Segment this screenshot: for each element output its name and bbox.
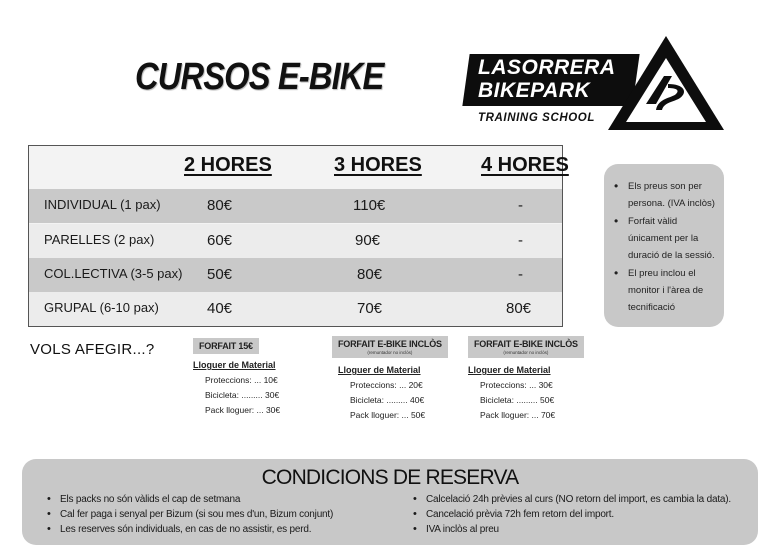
condition-item: • Els packs no són vàlids el cap de setmana (44, 492, 333, 507)
material-title: Lloguer de Material (338, 365, 421, 375)
table-row (29, 189, 562, 223)
material-item: Pack lloguer: ... 70€ (480, 410, 556, 420)
notes-box (604, 164, 724, 327)
addon-column (332, 336, 448, 420)
table-row (29, 292, 562, 326)
material-item: Pack lloguer: ... 30€ (205, 405, 281, 415)
price-cell: - (518, 232, 523, 249)
logo-line-1: LASORRERA (478, 56, 616, 79)
pricing-table (28, 145, 569, 327)
conditions-box (22, 459, 758, 545)
forfait-label: FORFAIT E-BIKE INCLÒS (338, 339, 442, 349)
page-title: CURSOS E-BIKE (135, 56, 384, 98)
material-item: Bicicleta: ......... 30€ (205, 390, 280, 400)
table-header (29, 146, 569, 189)
material-item: Proteccions: ... 10€ (205, 375, 278, 385)
note-item: • Forfait vàlid únicament per la duració de la sessió. (614, 213, 716, 264)
price-cell: 60€ (207, 232, 233, 249)
material-item: Bicicleta: ......... 50€ (480, 395, 555, 405)
price-cell: 90€ (355, 232, 381, 249)
price-cell: 40€ (207, 300, 233, 317)
price-cell: 80€ (357, 266, 383, 283)
forfait-note: (remuntador no inclòs) (503, 350, 549, 355)
logo-triangle-icon (606, 34, 726, 132)
price-cell: - (518, 197, 523, 214)
header-3-hores: 3 HORES (334, 154, 422, 176)
addons-question: VOLS AFEGIR...? (30, 341, 155, 358)
logo-line-2: BIKEPARK (478, 79, 591, 102)
price-cell: 110€ (353, 197, 386, 214)
conditions-title: CONDICIONS DE RESERVA (261, 466, 519, 489)
row-label: INDIVIDUAL (1 pax) (44, 197, 161, 212)
material-title: Lloguer de Material (468, 365, 551, 375)
forfait-label: FORFAIT E-BIKE INCLÒS (474, 339, 578, 349)
price-cell: 80€ (506, 300, 532, 317)
conditions-list-right (410, 492, 731, 537)
table-row (29, 258, 562, 292)
conditions-list-left (44, 492, 333, 537)
bikepark-logo (466, 34, 726, 132)
price-cell: 70€ (357, 300, 383, 317)
note-item: • Els preus son per persona. (IVA inclòs) (614, 178, 716, 212)
material-item: Proteccions: ... 30€ (480, 380, 553, 390)
row-label: PARELLES (2 pax) (44, 232, 155, 247)
condition-item: • IVA inclòs al preu (410, 522, 731, 537)
price-cell: 80€ (207, 197, 233, 214)
forfait-badge (468, 336, 584, 358)
material-item: Pack lloguer: ... 50€ (350, 410, 426, 420)
note-item: • El preu inclou el monitor i l'àrea de tecnificació (614, 265, 716, 316)
condition-item: • Cal fer paga i senyal per Bizum (si sou mes d'un, Bizum conjunt) (44, 507, 333, 522)
price-cell: - (518, 266, 523, 283)
table-row (29, 224, 562, 258)
row-label: GRUPAL (6-10 pax) (44, 300, 159, 315)
price-cell: 50€ (207, 266, 233, 283)
header-4-hores: 4 HORES (481, 154, 569, 176)
forfait-badge (332, 336, 448, 358)
material-item: Proteccions: ... 20€ (350, 380, 423, 390)
addon-column (193, 336, 280, 415)
material-title: Lloguer de Material (193, 360, 276, 370)
forfait-badge (193, 338, 259, 354)
condition-item: • Cancelació prèvia 72h fem retorn del import. (410, 507, 731, 522)
forfait-label: FORFAIT 15€ (199, 341, 253, 351)
condition-item: • Calcelació 24h prèvies al curs (NO retorn del import, es cambia la data). (410, 492, 731, 507)
logo-subtitle: TRAINING SCHOOL (478, 112, 595, 124)
forfait-note: (remuntador no inclòs) (367, 350, 413, 355)
header-2-hores: 2 HORES (184, 154, 272, 176)
row-label: COL.LECTIVA (3-5 pax) (44, 266, 183, 281)
material-item: Bicicleta: ......... 40€ (350, 395, 425, 405)
addon-column (468, 336, 584, 420)
condition-item: • Les reserves són individuals, en cas de no assistir, es perd. (44, 522, 333, 537)
